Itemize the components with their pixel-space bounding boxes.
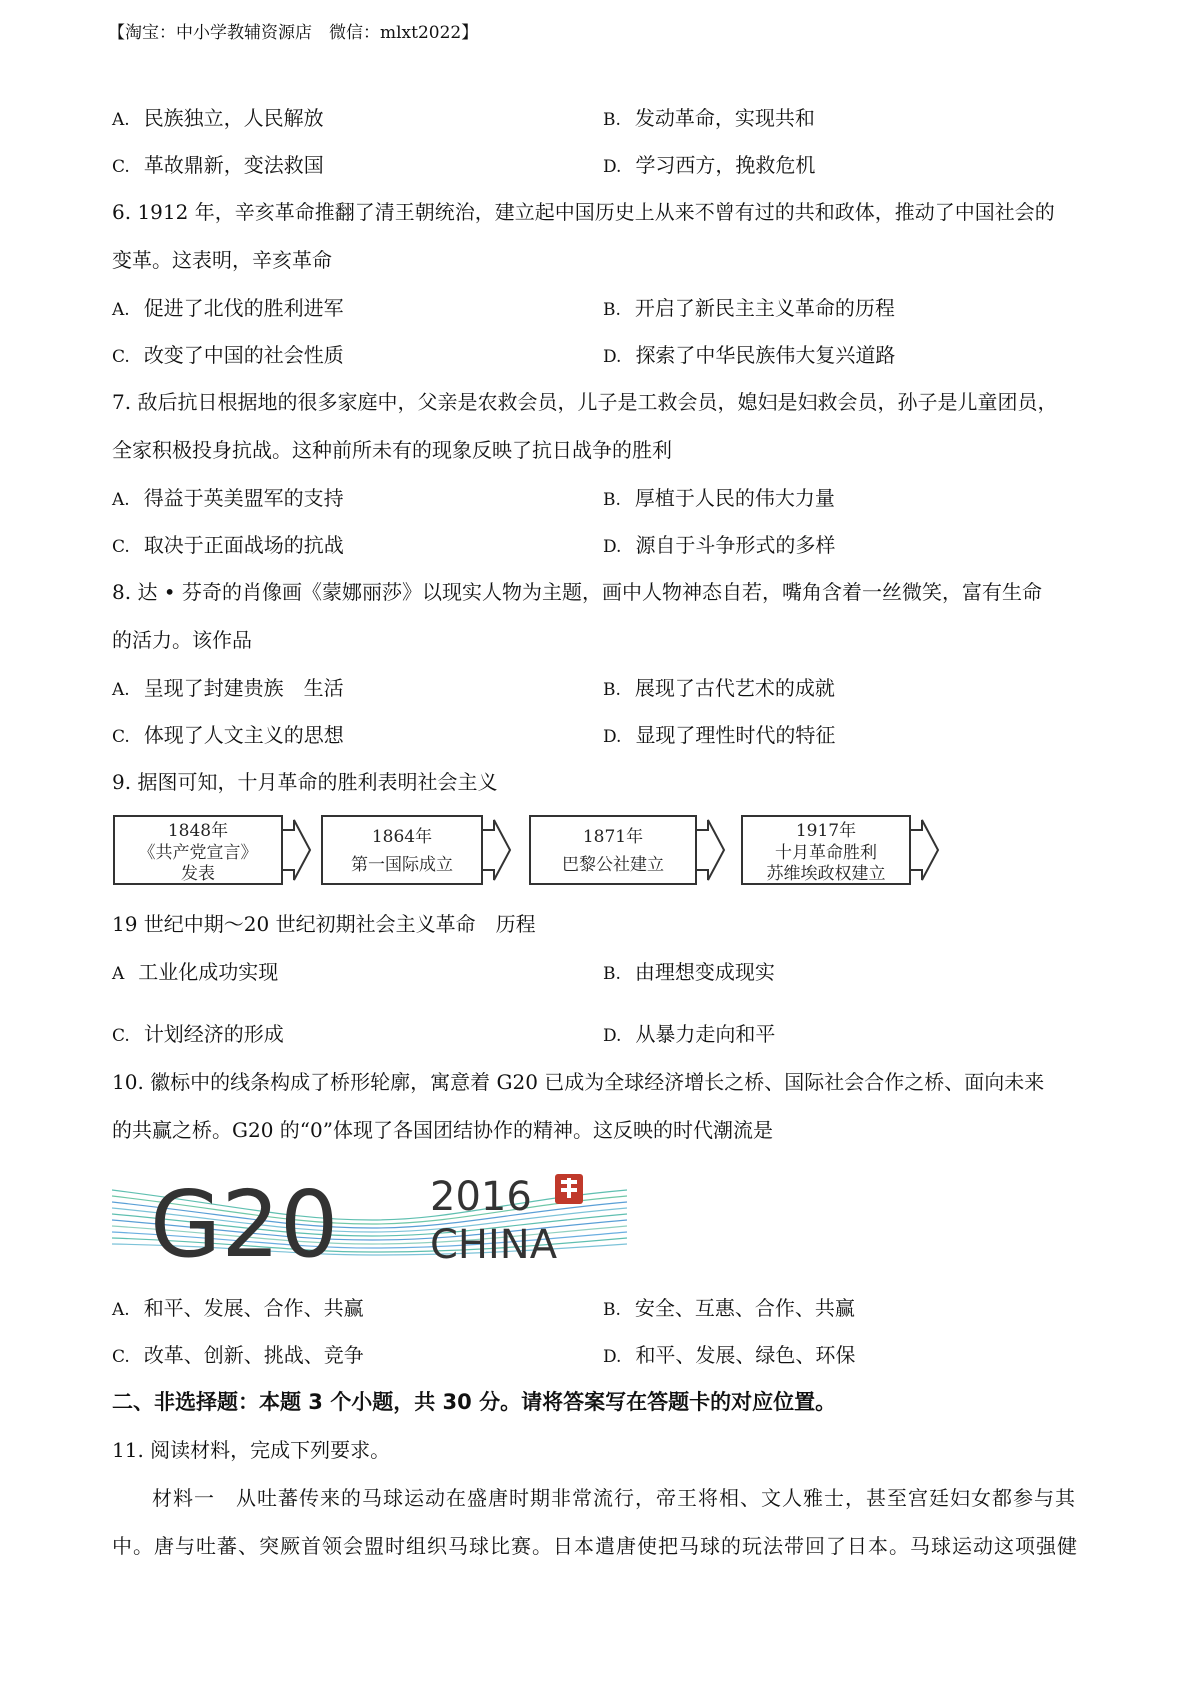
g20-country: CHINA (430, 1222, 558, 1268)
option-text: 从暴力走向和平 (635, 1022, 776, 1046)
q10-option-a (112, 1296, 364, 1322)
option-text: 由理想变成现实 (634, 960, 775, 984)
timeline-event: 苏维埃政权建立 (766, 864, 886, 884)
option-letter: D. (603, 1347, 622, 1367)
timeline-arrow (482, 820, 510, 880)
q5-option-c (112, 153, 324, 179)
q9-option-a (112, 960, 278, 986)
option-letter: B. (603, 300, 621, 320)
option-text: 取决于正面战场的抗战 (143, 533, 344, 557)
timeline-event: 巴黎公社建立 (562, 855, 664, 875)
q6-stem-line2: 变革。这表明，辛亥革命 (112, 248, 332, 272)
option-text: 安全、互惠、合作、共赢 (634, 1296, 855, 1320)
q9-stem: 9. 据图可知，十月革命的胜利表明社会主义 (112, 770, 498, 794)
option-text: 展现了古代艺术的成就 (634, 676, 835, 700)
q8-option-a (112, 676, 344, 702)
q6-stem-line1: 6. 1912 年，辛亥革命推翻了清王朝统治，建立起中国历史上从来不曾有过的共和政体，推动了中国社会的 (112, 200, 1055, 224)
timeline-arrow (696, 820, 724, 880)
option-text: 厚植于人民的伟大力量 (634, 486, 835, 510)
option-letter: D. (603, 157, 622, 177)
q10-stem-line1: 10. 徽标中的线条构成了桥形轮廓，寓意着 G20 已成为全球经济增长之桥、国际社会合作之桥、面向未来 (112, 1070, 1045, 1094)
timeline-year: 1848年 (167, 821, 229, 841)
q10-option-c (112, 1343, 364, 1369)
section2-heading: 二、非选择题：本题 3 个小题，共 30 分。请将答案写在答题卡的对应位置。 (112, 1390, 837, 1414)
seal-icon (555, 1174, 583, 1204)
option-text: 民族独立，人民解放 (143, 106, 324, 130)
option-text: 探索了中华民族伟大复兴道路 (635, 343, 896, 367)
q8-stem-line1: 8. 达 • 芬奇的肖像画《蒙娜丽莎》以现实人物为主题，画中人物神态自若，嘴角含着一丝微笑，富有生命 (112, 580, 1042, 604)
option-text: 促进了北伐的胜利进军 (143, 296, 344, 320)
option-letter: B. (603, 490, 621, 510)
timeline-arrow (910, 820, 938, 880)
option-letter: C. (112, 157, 130, 177)
page-header: 【淘宝：中小学教辅资源店 微信：mlxt2022】 (108, 23, 479, 43)
timeline-arrow (282, 820, 310, 880)
q9-option-d (603, 1022, 775, 1048)
timeline-year: 1871年 (582, 827, 644, 847)
q8-option-d (603, 723, 835, 749)
option-text: 开启了新民主主义革命的历程 (634, 296, 895, 320)
option-letter: D. (603, 1026, 622, 1046)
g20-wordmark: G20 (150, 1171, 339, 1275)
option-text: 改革、创新、挑战、竞争 (143, 1343, 364, 1367)
option-text: 得益于英美盟军的支持 (143, 486, 344, 510)
q7-option-a (112, 486, 344, 512)
option-letter: C. (112, 727, 130, 747)
option-letter: B. (603, 964, 621, 984)
q11-material-line2: 中。唐与吐蕃、突厥首领会盟时组织马球比赛。日本遣唐使把马球的玩法带回了日本。马球运动这项强健 (112, 1534, 1078, 1558)
option-letter: C. (112, 1026, 130, 1046)
option-text: 发动革命，实现共和 (634, 106, 815, 130)
option-letter: C. (112, 1347, 130, 1367)
option-letter: A. (112, 680, 130, 700)
q5-option-b (603, 106, 815, 132)
q9-option-b (603, 960, 775, 986)
q8-option-c (112, 723, 344, 749)
q6-option-c (112, 343, 344, 369)
g20-year: 2016 (430, 1174, 532, 1220)
timeline-year: 1917年 (795, 821, 857, 841)
option-letter: D. (603, 537, 622, 557)
option-letter: A. (112, 490, 130, 510)
q10-stem-line2: 的共赢之桥。G20 的“0”体现了各国团结协作的精神。这反映的时代潮流是 (112, 1118, 773, 1142)
timeline-event: 《共产党宣言》 (138, 843, 258, 863)
option-text: 革故鼎新，变法救国 (143, 153, 324, 177)
q6-option-a (112, 296, 344, 322)
option-text: 改变了中国的社会性质 (143, 343, 344, 367)
option-letter: A. (112, 110, 130, 130)
q5-option-d (603, 153, 815, 179)
option-letter: B. (603, 1300, 621, 1320)
q7-stem-line1: 7. 敌后抗日根据地的很多家庭中，父亲是农救会员，儿子是工救会员，媳妇是妇救会员，孙子是儿童团员， (112, 390, 1058, 414)
option-text: 源自于斗争形式的多样 (635, 533, 836, 557)
q7-option-b (603, 486, 835, 512)
option-letter: B. (603, 110, 621, 130)
q6-option-b (603, 296, 895, 322)
q9-option-c (112, 1022, 284, 1048)
option-text: 显现了理性时代的特征 (635, 723, 836, 747)
timeline-event: 十月革命胜利 (775, 843, 877, 863)
timeline-year: 1864年 (371, 827, 433, 847)
g20-logo (112, 1160, 632, 1275)
option-text: 学习西方，挽救危机 (635, 153, 816, 177)
q9-timeline-diagram (112, 808, 952, 888)
q10-option-d (603, 1343, 855, 1369)
option-text: 呈现了封建贵族 生活 (143, 676, 344, 700)
option-letter: D. (603, 347, 622, 367)
option-letter: A (112, 964, 125, 984)
q6-option-d (603, 343, 895, 369)
q7-stem-line2: 全家积极投身抗战。这种前所未有的现象反映了抗日战争的胜利 (112, 438, 672, 462)
q11-stem: 11. 阅读材料，完成下列要求。 (112, 1438, 391, 1462)
option-letter: A. (112, 1300, 130, 1320)
q11-material-line1: 材料一 从吐蕃传来的马球运动在盛唐时期非常流行，帝王将相、文人雅士，甚至宫廷妇女都参与其 (152, 1486, 1076, 1510)
option-letter: B. (603, 680, 621, 700)
timeline-event: 发表 (181, 864, 215, 884)
option-text: 工业化成功实现 (138, 960, 279, 984)
q7-option-d (603, 533, 835, 559)
q7-option-c (112, 533, 344, 559)
option-text: 和平、发展、合作、共赢 (143, 1296, 364, 1320)
option-letter: C. (112, 537, 130, 557)
q8-stem-line2: 的活力。该作品 (112, 628, 252, 652)
option-letter: D. (603, 727, 622, 747)
timeline-event: 第一国际成立 (351, 855, 453, 875)
option-text: 计划经济的形成 (143, 1022, 284, 1046)
q5-option-a (112, 106, 324, 132)
option-text: 和平、发展、绿色、环保 (635, 1343, 856, 1367)
q8-option-b (603, 676, 835, 702)
option-letter: A. (112, 300, 130, 320)
option-letter: C. (112, 347, 130, 367)
option-text: 体现了人文主义的思想 (143, 723, 344, 747)
q9-diagram-caption: 19 世纪中期～20 世纪初期社会主义革命 历程 (112, 912, 536, 936)
q10-option-b (603, 1296, 855, 1322)
